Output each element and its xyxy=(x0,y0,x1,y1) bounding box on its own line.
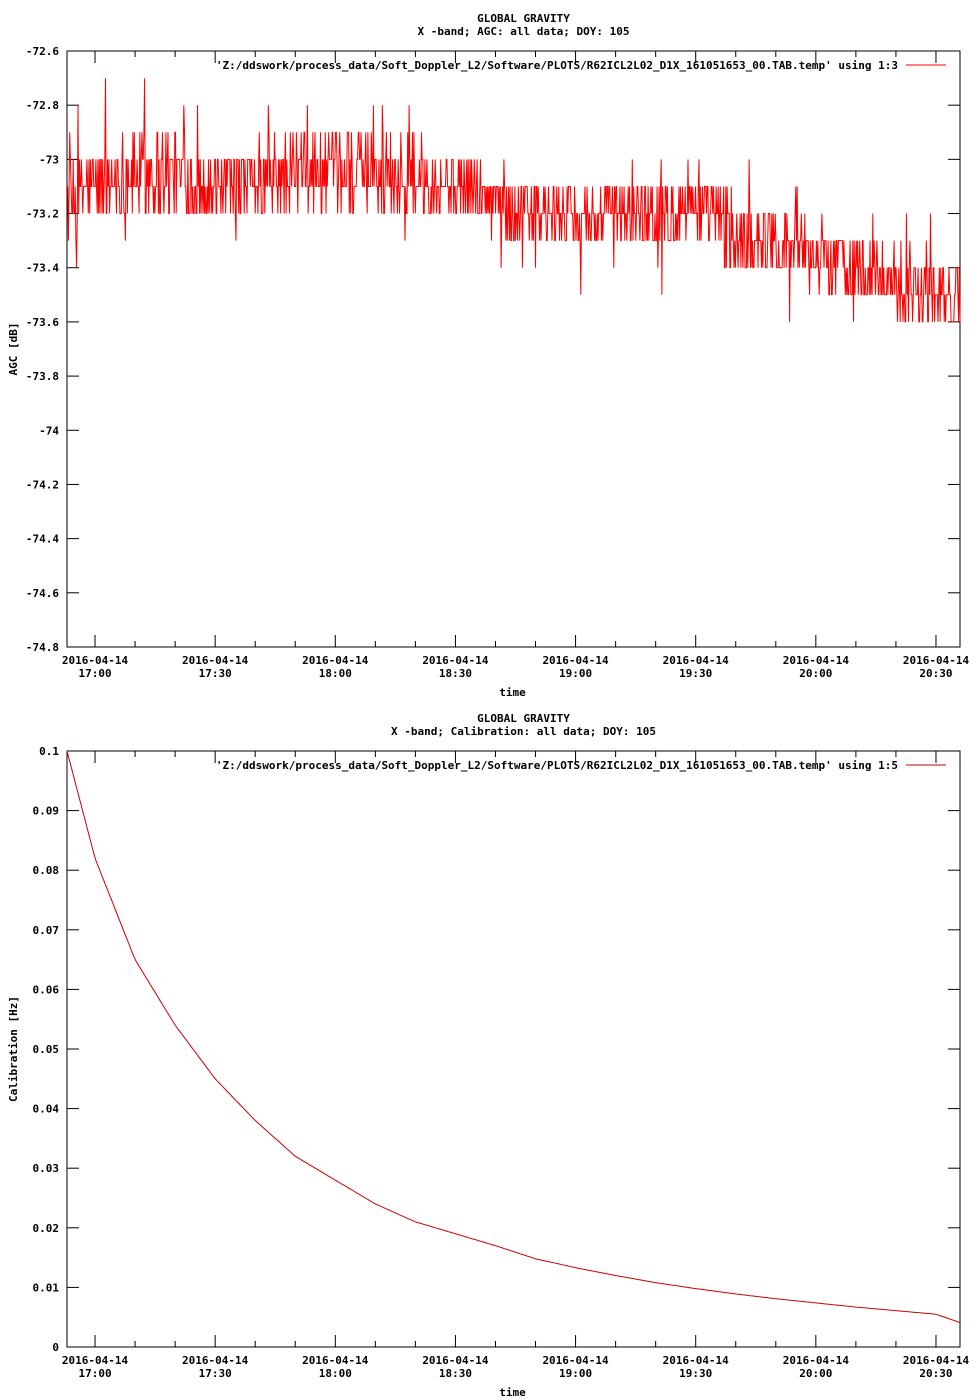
x-tick-label-time: 17:00 xyxy=(78,667,112,680)
y-tick-label: -74.8 xyxy=(25,641,59,654)
y-tick-label: -74.4 xyxy=(25,532,59,546)
y-tick-label: 0.08 xyxy=(32,864,59,878)
y-tick-label: -74.2 xyxy=(25,478,59,492)
y-tick-label: 0.04 xyxy=(32,1102,59,1116)
x-tick-label-time: 18:00 xyxy=(318,1367,352,1380)
y-tick-label: 0.1 xyxy=(39,745,59,758)
y-tick-label: 0.09 xyxy=(32,804,59,818)
x-tick-label-date: 2016-04-14 xyxy=(302,1354,369,1367)
x-tick-label-time: 18:30 xyxy=(438,1367,472,1380)
x-tick-label-date: 2016-04-14 xyxy=(662,1354,729,1367)
x-tick-label-date: 2016-04-14 xyxy=(782,654,849,667)
y-tick-label: 0 xyxy=(52,1341,59,1354)
x-tick-label-time: 17:30 xyxy=(198,1367,232,1380)
x-tick-label-time: 20:30 xyxy=(919,667,953,680)
x-tick-label-time: 17:30 xyxy=(198,667,232,680)
x-tick-label-time: 19:00 xyxy=(559,1367,593,1380)
x-tick-label-date: 2016-04-14 xyxy=(542,654,609,667)
x-tick-label-date: 2016-04-14 xyxy=(61,654,129,667)
x-tick-label-time: 19:30 xyxy=(679,667,713,680)
x-tick-label-date: 2016-04-14 xyxy=(902,654,970,667)
x-tick-label-date: 2016-04-14 xyxy=(302,654,369,667)
chart-subtitle: X -band; Calibration: all data; DOY: 105 xyxy=(391,725,656,738)
y-tick-label: 0.03 xyxy=(32,1162,59,1176)
y-tick-label: -73.8 xyxy=(25,370,59,384)
agc-series-line xyxy=(67,78,960,322)
x-tick-label-time: 20:00 xyxy=(799,667,833,680)
y-tick-label: 0.06 xyxy=(32,983,59,997)
x-tick-label-time: 17:00 xyxy=(78,1367,112,1380)
x-tick-label-time: 20:30 xyxy=(919,1367,953,1380)
legend-label: 'Z:/ddswork/process_data/Soft_Doppler_L2/Software/PLOTS/R62ICL2L02_D1X_161051653_00.TAB.temp' using 1:3 xyxy=(215,59,898,72)
calibration-series-line xyxy=(67,751,960,1323)
y-tick-label: -73.2 xyxy=(25,207,59,221)
x-tick-label-date: 2016-04-14 xyxy=(61,1354,129,1367)
x-axis-label: time xyxy=(499,686,526,699)
chart-panel-1 xyxy=(7,12,969,699)
y-tick-label: 0.07 xyxy=(32,923,59,937)
x-tick-label-time: 18:00 xyxy=(318,667,352,680)
y-tick-label: -72.8 xyxy=(25,99,59,113)
legend-label: 'Z:/ddswork/process_data/Soft_Doppler_L2/Software/PLOTS/R62ICL2L02_D1X_161051653_00.TAB.temp' using 1:5 xyxy=(215,759,898,772)
plot-frame xyxy=(67,51,960,647)
chart-subtitle: X -band; AGC: all data; DOY: 105 xyxy=(417,25,630,38)
y-axis-label: Calibration [Hz] xyxy=(7,996,20,1102)
y-tick-label: 0.02 xyxy=(32,1221,59,1235)
x-tick-label-time: 19:30 xyxy=(679,1367,713,1380)
y-tick-label: -74 xyxy=(39,424,59,438)
x-tick-label-date: 2016-04-14 xyxy=(542,1354,609,1367)
y-tick-label: -74.6 xyxy=(25,586,59,600)
x-tick-label-date: 2016-04-14 xyxy=(422,654,489,667)
y-tick-label: -73.6 xyxy=(25,315,59,329)
chart-title: GLOBAL GRAVITY xyxy=(477,712,570,725)
x-tick-label-date: 2016-04-14 xyxy=(182,654,249,667)
x-tick-label-date: 2016-04-14 xyxy=(662,654,729,667)
x-tick-label-time: 18:30 xyxy=(438,667,472,680)
y-tick-label: -72.6 xyxy=(25,45,59,58)
x-tick-label-time: 19:00 xyxy=(559,667,593,680)
plot-frame xyxy=(67,751,960,1347)
chart-title: GLOBAL GRAVITY xyxy=(477,12,570,25)
x-tick-label-date: 2016-04-14 xyxy=(782,1354,849,1367)
y-tick-label: 0.05 xyxy=(32,1043,59,1056)
x-tick-label-time: 20:00 xyxy=(799,1367,833,1380)
y-tick-label: -73 xyxy=(39,153,59,167)
x-tick-label-date: 2016-04-14 xyxy=(182,1354,249,1367)
y-axis-label: AGC [dB] xyxy=(7,322,20,376)
y-tick-label: -73.4 xyxy=(25,261,59,275)
x-axis-label: time xyxy=(499,1386,526,1399)
x-tick-label-date: 2016-04-14 xyxy=(902,1354,970,1367)
y-tick-label: 0.01 xyxy=(32,1281,59,1295)
x-tick-label-date: 2016-04-14 xyxy=(422,1354,489,1367)
chart-panel-2 xyxy=(7,712,969,1399)
